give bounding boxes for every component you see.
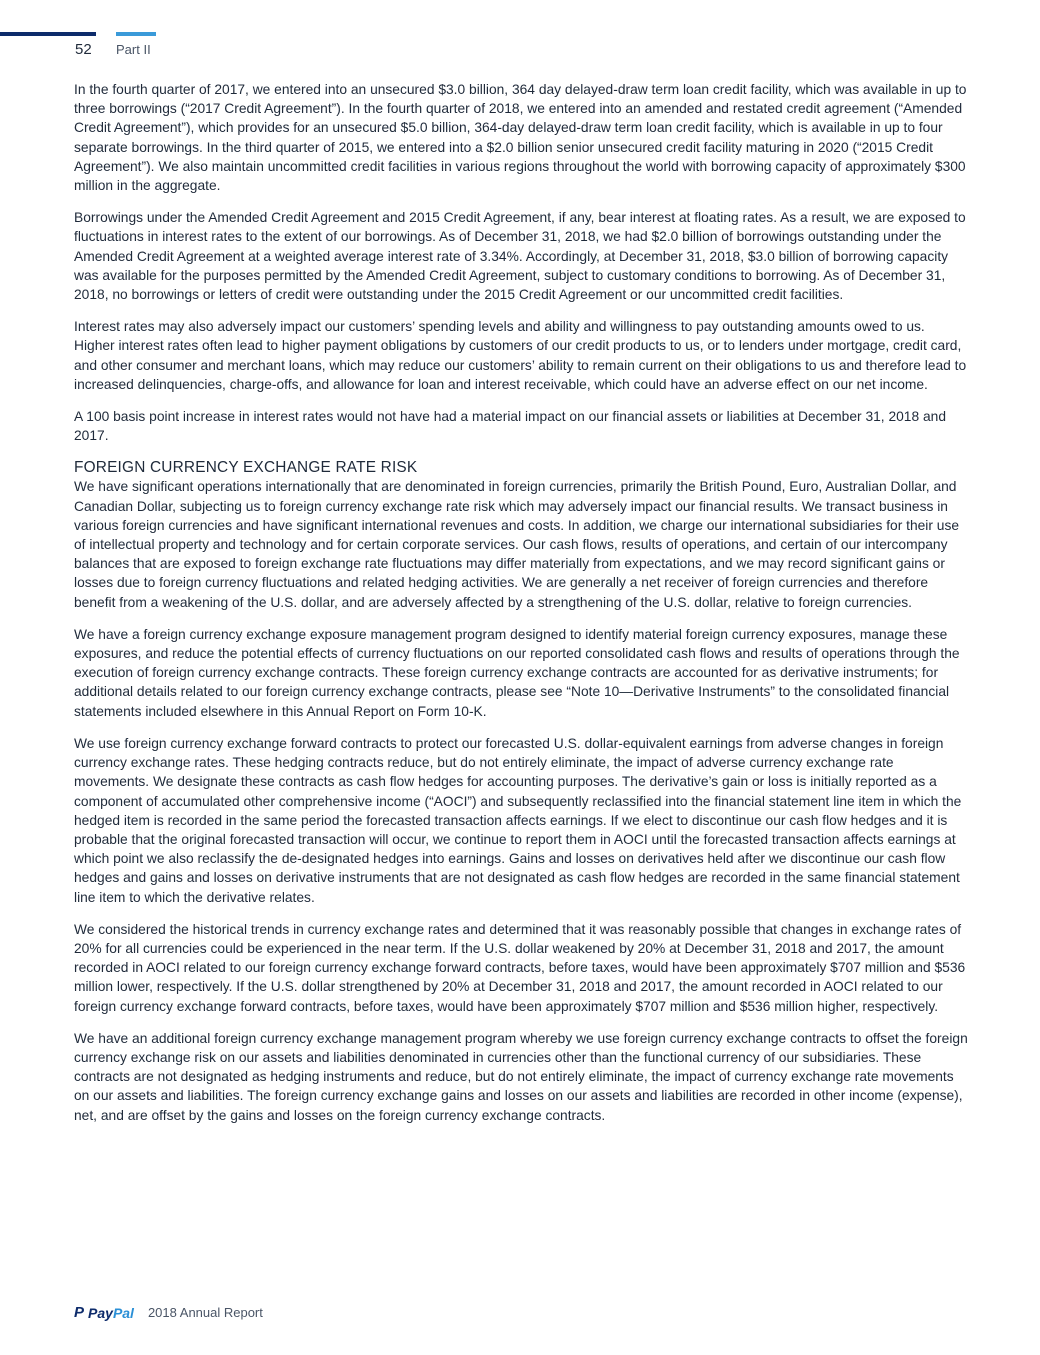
paragraph-additional-program: We have an additional foreign currency exchange management program whereby we use foreign currency exchange contracts to offset the foreign currency exchange risk on our assets and liabilities denominated in currencies other than the functional currency of our subsidiaries. These contracts are not designated as hedging instruments and reduce, but do not entirely eliminate, the impact of currency exchange rate movements on our assets and liabilities. The foreign currency exchange gains and losses on our assets and liabilities are recorded in other income (expense), net, and are offset by the gains and losses on the foreign currency exchange contracts. bbox=[74, 1030, 968, 1123]
wordmark-pal: Pal bbox=[112, 1304, 134, 1321]
wordmark-pay: Pay bbox=[88, 1304, 113, 1321]
section-label: Part II bbox=[116, 42, 151, 57]
paragraph-borrowings: Borrowings under the Amended Credit Agreement and 2015 Credit Agreement, if any, bear interest at floating rates. As a result, we are exposed to fluctuations in interest rates to the extent of our borrowings. As of December 31, 2018, we had $2.0 billion of borrowings outstanding under the Amended Credit Agreement at a weighted average interest rate of 3.34%. Accordingly, at December 31, 2018, $3.0 billion of borrowing capacity was available for the purposes permitted by the Amended Credit Agreement, subject to customary conditions to borrowing. As of December 31, 2018, no borrowings or letters of credit were outstanding under the 2015 Credit Agreement or our uncommitted credit facilities. bbox=[74, 210, 966, 303]
paragraph-exposure-program: We have a foreign currency exchange exposure management program designed to identify material foreign currency exposures, manage these exposures, and reduce the potential effects of currency fluctuations on our reported consolidated cash flows and results of operations through the execution of foreign currency exchange contracts. These foreign currency exchange contracts are accounted for as derivative instruments; for additional details related to our foreign currency exchange contracts, please see “Note 10—Derivative Instruments” to the consolidated financial statements included elsewhere in this Annual Report on Form 10-K. bbox=[74, 626, 960, 719]
paypal-logo bbox=[74, 1304, 134, 1321]
paypal-wordmark bbox=[88, 1305, 134, 1321]
page-number: 52 bbox=[75, 41, 92, 58]
page-footer bbox=[74, 1304, 263, 1321]
page-content bbox=[74, 80, 968, 1138]
report-label: 2018 Annual Report bbox=[147, 1305, 263, 1320]
header-rule-navy bbox=[0, 32, 96, 36]
section-heading: FOREIGN CURRENCY EXCHANGE RATE RISK bbox=[74, 459, 418, 477]
paragraph-basis-point: A 100 basis point increase in interest rates would not have had a material impact on our financial assets or liabilities at December 31, 2018 and 2017. bbox=[74, 409, 946, 444]
paragraph-credit-agreements: In the fourth quarter of 2017, we entered into an unsecured $3.0 billion, 364 day delayed-draw term loan credit facility, which was available in up to three borrowings (“2017 Credit Agreement”). In the fourth quarter of 2018, we entered into an amended and restated credit agreement (“Amended Credit Agreement”), which provides for an unsecured $5.0 billion, 364-day delayed-draw term loan credit facility, which is available in up to four separate borrowings. In the third quarter of 2015, we entered into a $2.0 billion senior unsecured credit facility maturing in 2020 (“2015 Credit Agreement”). We also maintain uncommitted credit facilities in various regions throughout the world with borrowing capacity of approximately $300 million in the aggregate. bbox=[74, 82, 967, 194]
paypal-logo-icon: P bbox=[74, 1304, 85, 1321]
paragraph-forward-contracts: We use foreign currency exchange forward contracts to protect our forecasted U.S. dollar-equivalent earnings from adverse changes in foreign currency exchange rates. These hedging contracts reduce, but do not entirely eliminate, the impact of adverse currency exchange rate movements. We designate these contracts as cash flow hedges for accounting purposes. The derivative’s gain or loss is initially reported as a component of accumulated other comprehensive income (“AOCI”) and subsequently reclassified into the financial statement line item in which the hedged item is recorded in the same period the forecasted transaction affects earnings. If we elect to discontinue our cash flow hedges and it is probable that the original forecasted transaction will occur, we continue to report them in AOCI until the forecasted transaction affects earnings at which point we also reclassify the de-designated hedges into earnings. Gains and losses on derivatives held after we discontinue our cash flow hedges and gains and losses on derivative instruments that are not designated as cash flow hedges are recorded in the same financial statement line item to which the derivative relates. bbox=[74, 735, 962, 905]
header-rule-blue bbox=[116, 32, 156, 36]
paragraph-interest-rate-impact: Interest rates may also adversely impact our customers’ spending levels and ability and willingness to pay outstanding amounts owed to us. Higher interest rates often lead to higher payment obligations by customers of our credit products to us, or to lenders under mortgage, credit card, and other consumer and merchant loans, which may reduce our customers’ ability to remain current on their obligations to us and therefore lead to increased delinquencies, charge-offs, and allowance for loan and interest receivable, which could have an adverse effect on our net income. bbox=[74, 319, 967, 392]
paragraph-sensitivity: We considered the historical trends in currency exchange rates and determined that it was reasonably possible that changes in exchange rates of 20% for all currencies could be experienced in the near term. If the U.S. dollar weakened by 20% at December 31, 2018 and 2017, the amount recorded in AOCI related to our foreign currency exchange forward contracts, before taxes, would have been approximately $707 million and $536 million lower, respectively. If the U.S. dollar strengthened by 20% at December 31, 2018 and 2017, the amount recorded in AOCI related to our foreign currency exchange forward contracts, before taxes, would have been approximately $707 million and $536 million higher, respectively. bbox=[74, 921, 966, 1014]
paragraph-international-operations: We have significant operations internationally that are denominated in foreign currencies, primarily the British Pound, Euro, Australian Dollar, and Canadian Dollar, subjecting us to foreign currency exchange rate risk which may adversely impact our financial results. We transact business in various foreign currencies and have significant international revenues and costs. In addition, we charge our international subsidiaries for their use of intellectual property and technology and for certain corporate services. Our cash flows, results of operations, and certain of our intercompany balances that are exposed to foreign exchange rate fluctuations may differ materially from expectations, and we may record significant gains or losses due to foreign currency fluctuations and related hedging activities. We are generally a net receiver of foreign currencies and therefore benefit from a weakening of the U.S. dollar, and are adversely affected by a strengthening of the U.S. dollar, relative to foreign currencies. bbox=[74, 479, 960, 610]
